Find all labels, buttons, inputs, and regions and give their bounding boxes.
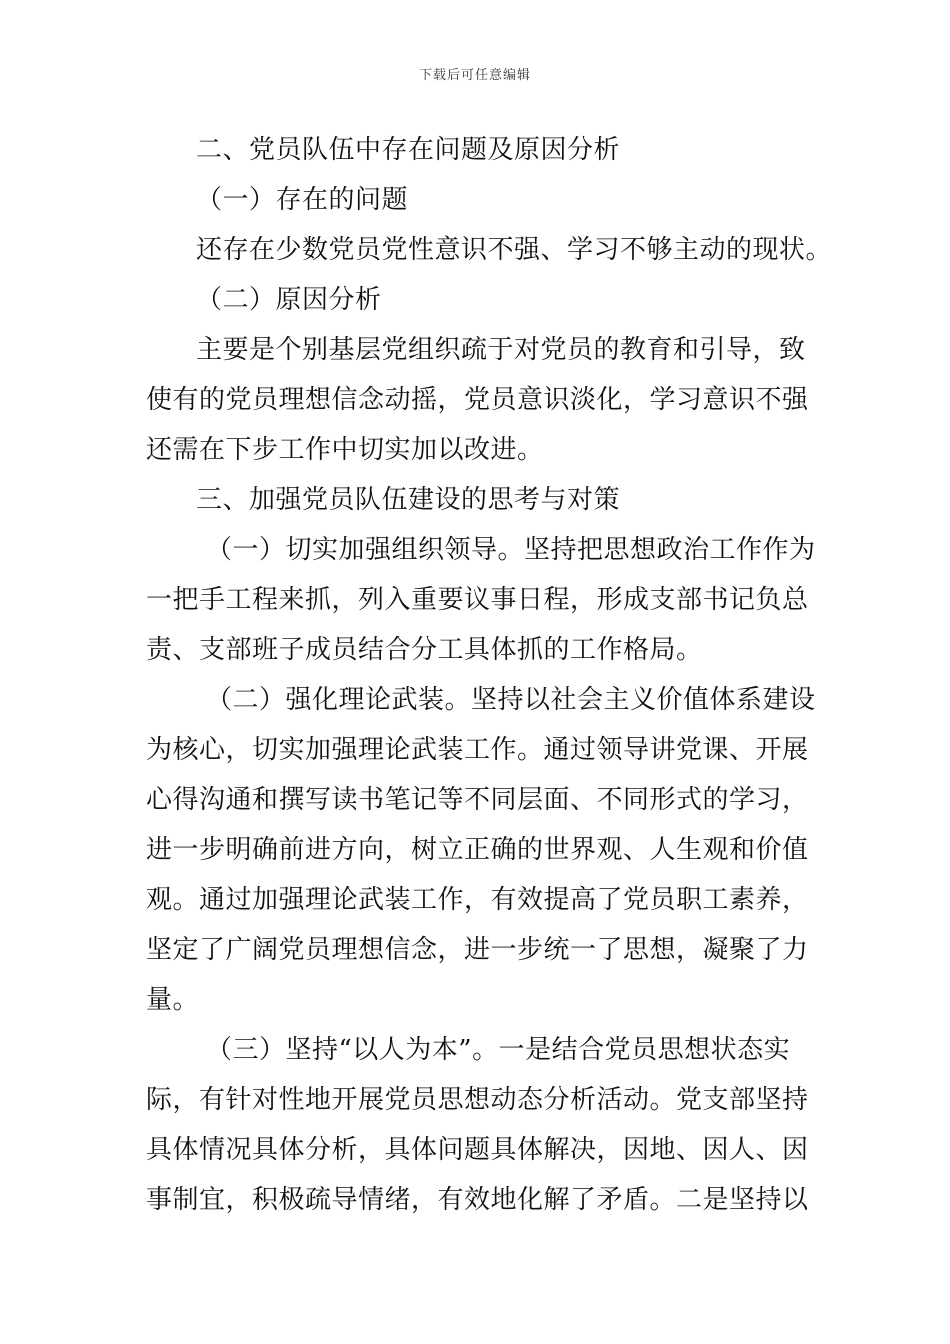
paragraph-line: 为核心，切实加强理论武装工作。通过领导讲党课、开展 (146, 735, 809, 765)
paragraph-line: 坚定了广阔党员理想信念，进一步统一了思想，凝聚了力 (146, 935, 809, 965)
paragraph-line: 事制宜，积极疏导情绪，有效地化解了矛盾。二是坚持以 (146, 1185, 809, 1215)
paragraph-line: （一）切实加强组织领导。坚持把思想政治工作作为 (206, 535, 816, 565)
paragraph-line: 使有的党员理想信念动摇，党员意识淡化，学习意识不强 (146, 385, 809, 415)
paragraph-line: 还存在少数党员党性意识不强、学习不够主动的现状。 (196, 235, 833, 265)
section-heading-2: 二、党员队伍中存在问题及原因分析 (196, 135, 621, 165)
paragraph-line: 观。通过加强理论武装工作，有效提高了党员职工素养， (146, 885, 809, 915)
paragraph-line: 主要是个别基层党组织疏于对党员的教育和引导，致 (196, 335, 806, 365)
subheading-causes: （二）原因分析 (196, 285, 382, 315)
paragraph-line: 心得沟通和撰写读书笔记等不同层面、不同形式的学习， (146, 785, 809, 815)
paragraph-line: 一把手工程来抓，列入重要议事日程，形成支部书记负总 (146, 585, 809, 615)
paragraph-line: （二）强化理论武装。坚持以社会主义价值体系建设 (206, 685, 816, 715)
document-body (146, 125, 833, 1225)
paragraph-line: 际，有针对性地开展党员思想动态分析活动。党支部坚持 (146, 1085, 809, 1115)
subheading-problems: （一）存在的问题 (196, 185, 409, 215)
paragraph-line: 具体情况具体分析，具体问题具体解决，因地、因人、因 (146, 1135, 809, 1165)
section-heading-3: 三、加强党员队伍建设的思考与对策 (196, 485, 621, 515)
paragraph-line: 量。 (146, 985, 200, 1015)
paragraph-line: （三）坚持“以人为本”。一是结合党员思想状态实 (206, 1035, 791, 1065)
paragraph-line: 进一步明确前进方向，树立正确的世界观、人生观和价值 (146, 835, 809, 865)
header-note: 下载后可任意编辑 (418, 68, 531, 83)
paragraph-line: 还需在下步工作中切实加以改进。 (146, 435, 544, 465)
paragraph-line: 责、支部班子成员结合分工具体抓的工作格局。 (146, 635, 703, 665)
